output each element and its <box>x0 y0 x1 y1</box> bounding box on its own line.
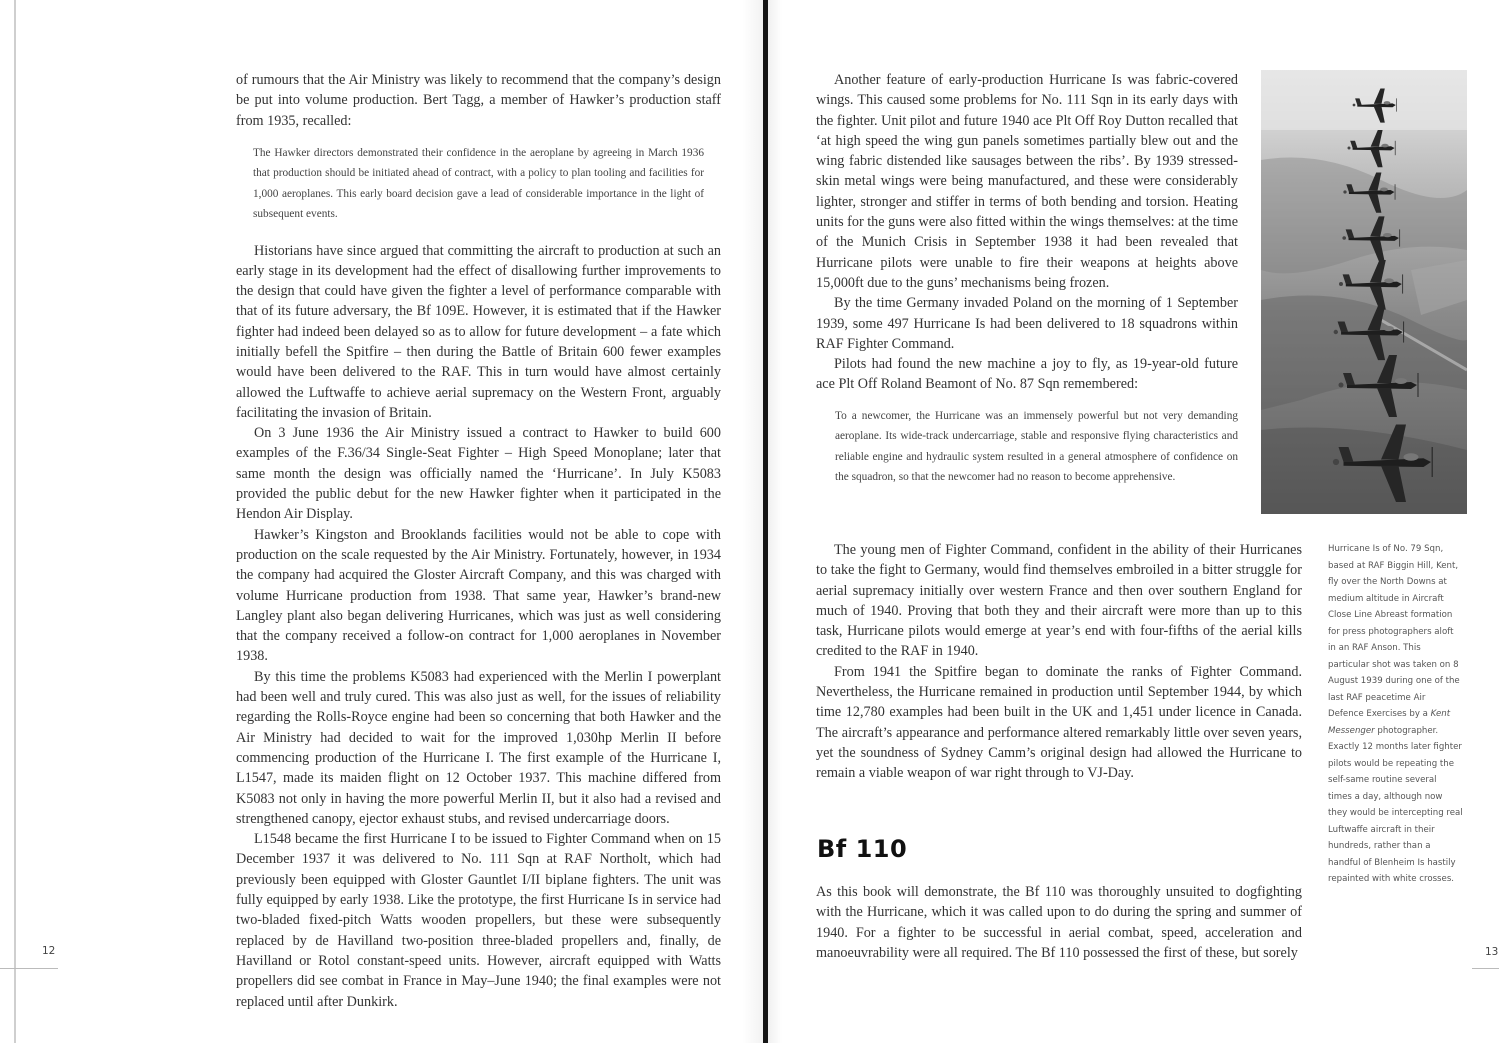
caption-italic: Kent Messenger <box>1328 709 1451 736</box>
page-number: 13 <box>1485 946 1499 958</box>
photo-image <box>1261 70 1467 514</box>
left-page-text <box>236 70 721 1012</box>
gutter-shadow <box>768 0 782 1043</box>
paragraph: By this time the problems K5083 had experienced with the Merlin I powerplant had been well and truly cured. This was also just as well, for the issues of reliability regarding the Rolls-Royce engine had been so concerning that both Hawker and the Air Ministry had decided to wait for the improved 1,030hp Merlin II before commencing production of the Hurricane I. The first example of the Hurricane I, L1547, made its maiden flight on 12 October 1937. This machine differed from K5083 not only in having the more powerful Merlin II, but it also had a revised and strengthened canopy, ejector exhaust stubs, and revised undercarriage doors. <box>236 668 721 827</box>
paragraph: As this book will demonstrate, the Bf 110 was thoroughly unsuited to dogfighting with the Hurricane, which it was called upon to do during the spring and summer of 1940. For a fighter to be successful in aerial combat, speed, acceleration and manoeuvrability were all required. The Bf 110 possessed the first of these, but sorely <box>816 884 1302 961</box>
paragraph: Another feature of early-production Hurricane Is was fabric-covered wings. This caused some problems for No. 111 Sqn in its early days with the fighter. Unit pilot and future 1940 ace Plt Off Roy Dutton recalled that ‘at high speed the wing gun panels sometimes partially blew out and the wing fabric distended like sausages between the ribs’. By 1939 stressed-skin metal wings were being manufactured, and these were considerably lighter, stronger and stiffer in terms of both bending and torsion. Heating units for the guns were also fitted within the wings themselves: at the time of the Munich Crisis in September 1938 it had been revealed that Hurricane pilots were unable to fire their weapons at heights above 15,000ft due to the guns’ mechanisms being frozen. <box>816 72 1238 291</box>
caption-text <box>1328 541 1463 888</box>
paragraph: Hawker’s Kingston and Brooklands facilities would not be able to cope with production on the scale requested by the Air Ministry. Fortunately, however, in 1934 the company had acquired the Gloster Aircraft Company, and this was charged with volume Hurricane production from 1938. That same year, Hawker’s brand-new Langley plant also began delivering Hurricanes, which was just as well considering that the company received a follow-on contract for 1,000 aeroplanes in November 1938. <box>236 526 721 665</box>
paragraph: Historians have since argued that committing the aircraft to production at such an early stage in its development had the effect of disallowing further improvements to the design that could have given the fighter a level of performance comparable with that of its future adversary, the Bf 109E. However, it is estimated that if the Hawker fighter had indeed been delayed so as to allow for future development – a fate which initially befell the Spitfire – then during the Battle of Britain 600 fewer examples would have been delivered to the RAF. This in turn would have almost certainly allowed the Luftwaffe to achieve aerial supremacy on the Western Front, arguably facilitating the invasion of Britain. <box>236 242 721 421</box>
block-quote: The Hawker directors demonstrated their confidence in the aeroplane by agreeing in March 1936 that production should be initiated ahead of contract, with a policy to plan tooling and facilities for 1,000 aeroplanes. This early board decision gave a lead of considerable importance in the light of subsequent events. <box>253 146 704 221</box>
right-page-text-top <box>816 70 1238 487</box>
gutter-shadow <box>742 0 763 1043</box>
section-heading: Bf 110 <box>817 835 908 863</box>
folio-rule <box>0 968 58 969</box>
page-number: 12 <box>42 945 56 957</box>
caption-text-part: photographer. Exactly 12 months later fighter pilots would be repeating the self-same routine several times a day, although now they would be intercepting real Luftwaffe aircraft in their hundreds, rather than a handful of Blenheim Is hastily repainted with white crosses. <box>1328 725 1463 884</box>
photo-caption <box>1328 541 1463 888</box>
paragraph: By the time Germany invaded Poland on the morning of 1 September 1939, some 497 Hurricane Is had been delivered to 18 squadrons within RAF Fighter Command. <box>816 295 1238 352</box>
paragraph: On 3 June 1936 the Air Ministry issued a contract to Hawker to build 600 examples of the F.36/34 Single-Seat Fighter – High Speed Monoplane; later that same month the design was officially named the ‘Hurricane’. In July K5083 provided the public debut for the new Hawker fighter when it participated in the Hendon Air Display. <box>236 425 721 523</box>
page-edge <box>14 0 16 1043</box>
block-quote: To a newcomer, the Hurricane was an immensely powerful but not very demanding aeroplane. Its wide-track undercarriage, stable and responsive flying characteristics and reliable engine and hydraulic system resulted in a general atmosphere of confidence on the squadron, so that the newcomer had no reason to become apprehensive. <box>835 409 1238 483</box>
paragraph: From 1941 the Spitfire began to dominate the ranks of Fighter Command. Nevertheless, the Hurricane remained in production until September 1944, by which time 12,780 examples had been built in the UK and 1,451 under licence in Canada. The aircraft’s appearance and performance altered remarkably little over seven years, yet the soundness of Sydney Camm’s original design had allowed the Hurricane to remain a viable weapon of war right through to VJ-Day. <box>816 663 1302 782</box>
paragraph: The young men of Fighter Command, confident in the ability of their Hurricanes to take the fight to Germany, would find themselves embroiled in a bitter struggle for aerial supremacy initially over western France and then over southern England for much of 1940. Proving that both they and their aircraft were more than up to this task, Hurricane pilots would emerge at year’s end with four-fifths of the aerial kills credited to the RAF in 1940. <box>816 542 1302 660</box>
folio-rule <box>1472 968 1499 969</box>
paragraph: Pilots had found the new machine a joy to fly, as 19-year-old future ace Plt Off Roland Beamont of No. 87 Sqn remembered: <box>816 356 1238 393</box>
paragraph: of rumours that the Air Ministry was likely to recommend that the company’s design be put into volume production. Bert Tagg, a member of Hawker’s production staff from 1935, recalled: <box>236 72 721 129</box>
right-page-text-final <box>816 882 1302 963</box>
hurricane-formation-photo <box>1261 70 1467 514</box>
right-page-text-bottom <box>816 540 1302 784</box>
caption-text-part: Hurricane Is of No. 79 Sqn, based at RAF Biggin Hill, Kent, fly over the North Downs at medium altitude in Aircraft Close Line Abreast formation for press photographers aloft in an RAF Anson. This particular shot was taken on 8 August 1939 during one of the last RAF peacetime Air Defence Exercises by a <box>1328 544 1460 719</box>
paragraph: L1548 became the first Hurricane I to be issued to Fighter Command when on 15 December 1937 it was delivered to No. 111 Sqn at RAF Northolt, which had previously been equipped with Gloster Gauntlet I/II biplane fighters. The unit was fully equipped by early 1938. Like the prototype, the first Hurricane Is in service had two-bladed fixed-pitch Watts wooden propellers, but these were subsequently replaced by de Havilland two-position three-bladed propellers and, finally, de Havilland or Rotol constant-speed units. However, aircraft equipped with Watts propellers did see combat in France in May–June 1940; the final examples were not replaced until after Dunkirk. <box>236 831 721 1010</box>
